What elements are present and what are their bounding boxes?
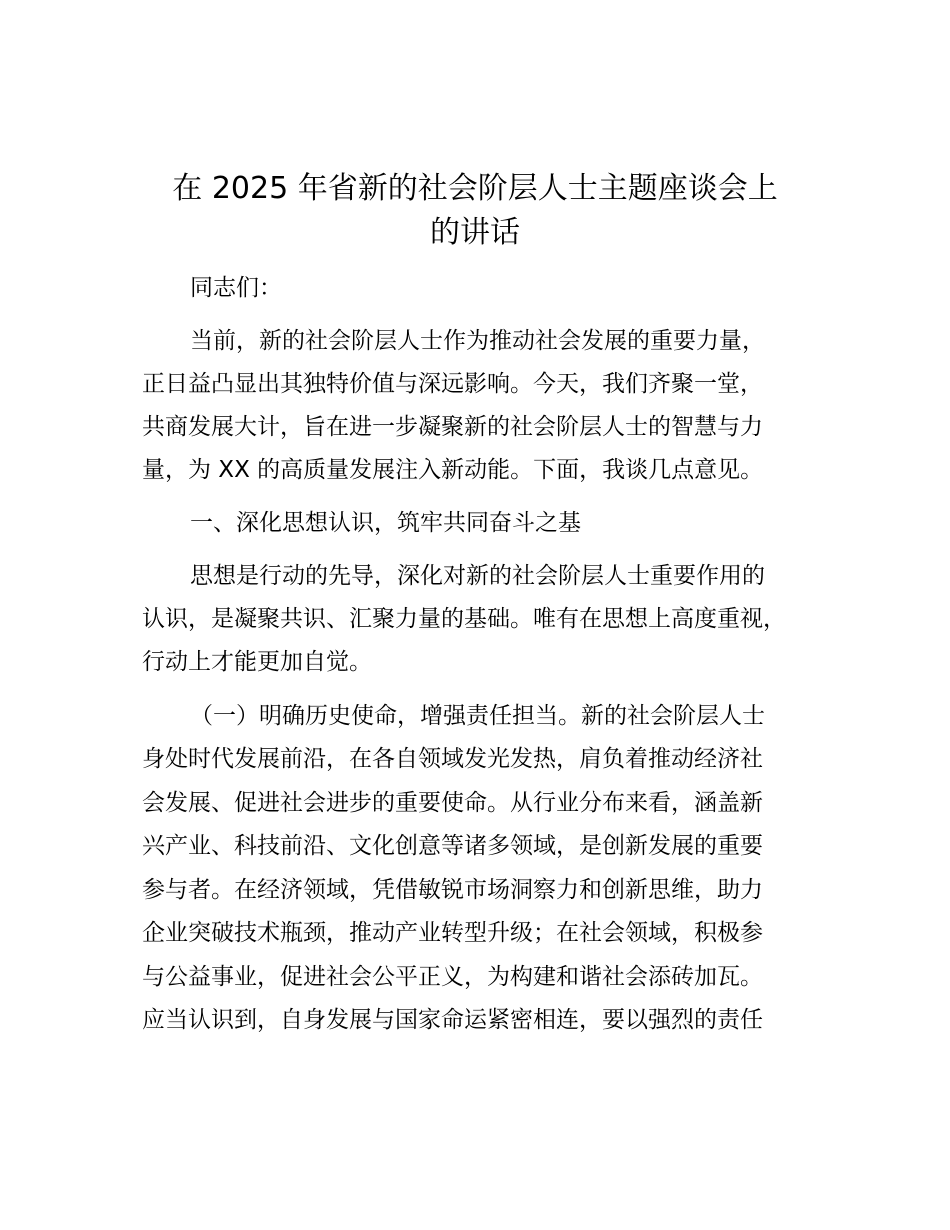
paragraph-1-line-1: 当前，新的社会阶层人士作为推动社会发展的重要力量，	[190, 328, 765, 354]
paragraph-1-line-3: 共商发展大计，旨在进一步凝聚新的社会阶层人士的智慧与力	[142, 414, 763, 440]
paragraph-2-line-1: 思想是行动的先导，深化对新的社会阶层人士重要作用的	[190, 563, 765, 589]
paragraph-3-line-5: 参与者。在经济领域，凭借敏锐市场洞察力和创新思维，助力	[142, 877, 763, 903]
paragraph-2-line-3: 行动上才能更加自觉。	[142, 649, 372, 675]
paragraph-3-line-2: 身处时代发展前沿，在各自领域发光发热，肩负着推动经济社	[142, 746, 763, 772]
document-title-line-2: 的讲话	[430, 215, 520, 250]
paragraph-1-line-2: 正日益凸显出其独特价值与深远影响。今天，我们齐聚一堂，	[142, 371, 763, 397]
paragraph-3-line-8: 应当认识到，自身发展与国家命运紧密相连，要以强烈的责任	[142, 1007, 763, 1033]
section-heading-1: 一、深化思想认识，筑牢共同奋斗之基	[190, 510, 581, 536]
paragraph-2-line-2: 认识，是凝聚共识、汇聚力量的基础。唯有在思想上高度重视，	[142, 606, 786, 632]
paragraph-1-line-4: 量，为 XX 的高质量发展注入新动能。下面，我谈几点意见。	[142, 457, 764, 483]
paragraph-3-line-7: 与公益事业，促进社会公平正义，为构建和谐社会添砖加瓦。	[142, 964, 763, 990]
document-title-line-1: 在 2025 年省新的社会阶层人士主题座谈会上	[172, 171, 778, 206]
greeting: 同志们：	[190, 275, 282, 301]
paragraph-3-line-3: 会发展、促进社会进步的重要使命。从行业分布来看，涵盖新	[142, 790, 763, 816]
paragraph-3-line-6: 企业突破技术瓶颈，推动产业转型升级；在社会领域，积极参	[142, 920, 763, 946]
paragraph-3-line-1: （一）明确历史使命，增强责任担当。新的社会阶层人士	[190, 703, 765, 729]
paragraph-3-line-4: 兴产业、科技前沿、文化创意等诸多领域，是创新发展的重要	[142, 833, 763, 859]
